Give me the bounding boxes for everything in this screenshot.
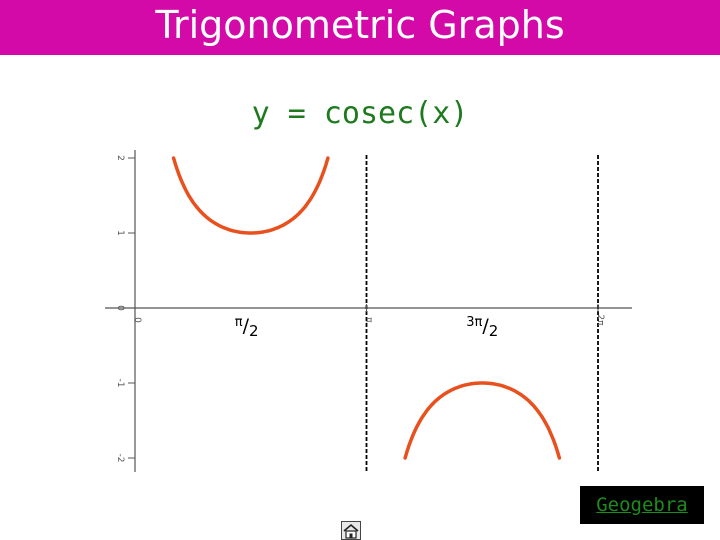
y-tick-label-2: 0 [115, 305, 125, 311]
home-icon[interactable] [341, 521, 361, 540]
x-tick-label-2: 2π [595, 314, 605, 326]
y-tick-label-0: 2 [115, 155, 125, 161]
x-tick-label-0: 0 [132, 317, 142, 323]
page-title: Trigonometric Graphs [155, 2, 565, 47]
y-tick-label-1: 1 [115, 230, 125, 236]
graph-heading: y = cosec(x) [251, 96, 469, 131]
y-tick-label-3: -1 [115, 378, 125, 388]
geogebra-link[interactable]: Geogebra [596, 494, 688, 516]
x-annotation-0: $^\pi$/2 [234, 315, 259, 340]
cosec-curve-1 [405, 383, 559, 458]
cosec-curve-0 [174, 158, 328, 233]
x-annotation-1: $^{3\pi}$/2 [466, 315, 499, 340]
x-tick-label-1: π [363, 317, 374, 323]
geogebra-button[interactable] [580, 486, 704, 524]
y-tick-label-4: -2 [115, 453, 125, 463]
